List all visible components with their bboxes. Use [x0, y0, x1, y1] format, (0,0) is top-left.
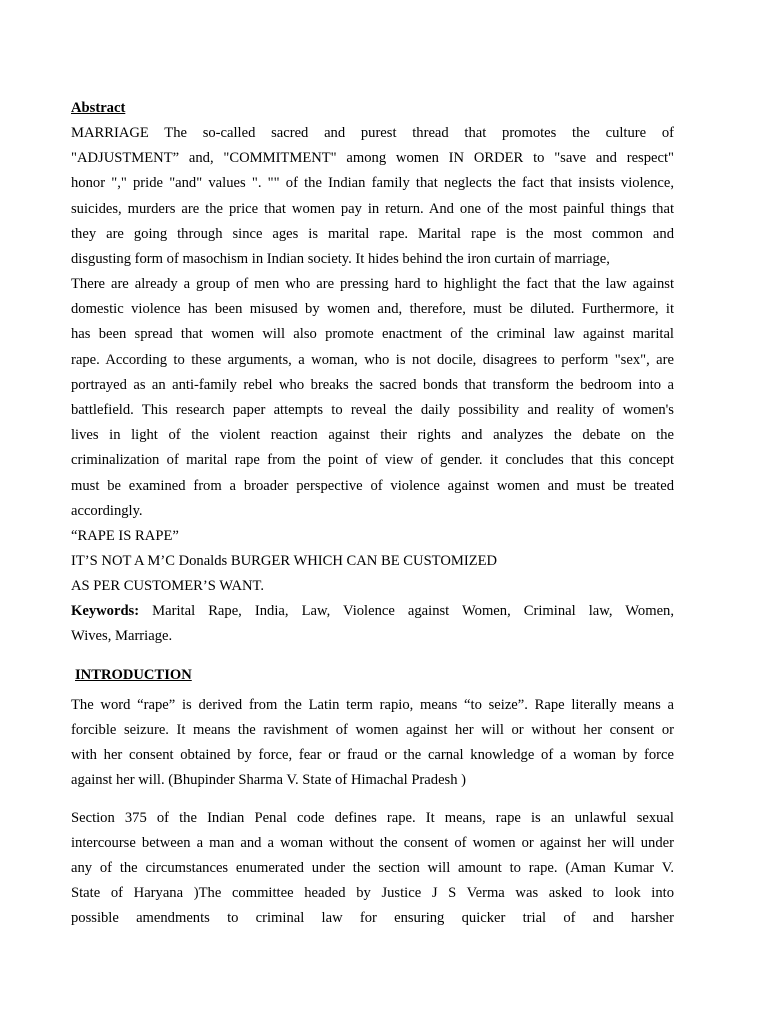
intro-paragraph-line: forcible seizure. It means the ravishment of women against her will or without her consent or — [71, 722, 674, 738]
intro-paragraph-line: against her will. (Bhupinder Sharma V. State of Himachal Pradesh ) — [71, 772, 467, 788]
intro-paragraph-line: Section 375 of the Indian Penal code defines rape. It means, rape is an unlawful sexual — [71, 810, 674, 826]
abstract-line: MARRIAGE The so-called sacred and purest thread that promotes the culture of — [71, 125, 674, 141]
abstract-heading: Abstract — [71, 100, 126, 116]
abstract-line: "ADJUSTMENT” and, "COMMITMENT" among women IN ORDER to "save and respect" — [71, 150, 674, 166]
introduction-heading: INTRODUCTION — [75, 667, 192, 683]
abstract-line: disgusting form of masochism in Indian society. It hides behind the iron curtain of marriage, — [71, 251, 610, 267]
abstract-line: they are going through since ages is marital rape. Marital rape is the most common and — [71, 226, 674, 242]
abstract-line: rape. According to these arguments, a woman, who is not docile, disagrees to perform "sex", are — [71, 352, 674, 368]
quote-line: AS PER CUSTOMER’S WANT. — [71, 578, 264, 594]
abstract-line: has been spread that women will also promote enactment of the criminal law against marital — [71, 326, 674, 342]
abstract-line: battlefield. This research paper attempts to reveal the daily possibility and reality of women's — [71, 402, 674, 418]
intro-paragraph-line: The word “rape” is derived from the Latin term rapio, means “to seize”. Rape literally means a — [71, 697, 674, 713]
abstract-line: suicides, murders are the price that women pay in return. And one of the most painful things that — [71, 201, 674, 217]
abstract-line: portrayed as an anti-family rebel who breaks the sacred bonds that transform the bedroom into a — [71, 377, 674, 393]
abstract-line: must be examined from a broader perspective of violence against women and must be treated — [71, 478, 674, 494]
abstract-line: honor "," pride "and" values ". "" of the Indian family that neglects the fact that insists violence, — [71, 175, 674, 191]
intro-paragraph-line: intercourse between a man and a woman without the consent of women or against her will under — [71, 835, 674, 851]
quote-line: IT’S NOT A M’C Donalds BURGER WHICH CAN BE CUSTOMIZED — [71, 553, 498, 569]
abstract-line: domestic violence has been misused by women and, therefore, must be diluted. Furthermore, it — [71, 301, 674, 317]
keywords-label: Keywords: — [71, 603, 140, 619]
abstract-line: criminalization of marital rape from the point of view of gender. it concludes that this concept — [71, 452, 674, 468]
quote-line: “RAPE IS RAPE” — [71, 528, 179, 544]
abstract-line: lives in light of the violent reaction against their rights and analyzes the debate on the — [71, 427, 674, 443]
intro-paragraph-line: with her consent obtained by force, fear or fraud or the carnal knowledge of a woman by force — [71, 747, 674, 763]
keywords-line — [71, 601, 674, 621]
abstract-line: accordingly. — [71, 503, 143, 519]
keywords-text: Marital Rape, India, Law, Violence against Women, Criminal law, Women, — [139, 603, 674, 619]
abstract-line: There are already a group of men who are pressing hard to highlight the fact that the law against — [71, 276, 674, 292]
keywords-line: Wives, Marriage. — [71, 628, 173, 644]
intro-paragraph-line: possible amendments to criminal law for ensuring quicker trial of and harsher — [71, 910, 674, 926]
intro-paragraph-line: State of Haryana )The committee headed by Justice J S Verma was asked to look into — [71, 885, 674, 901]
intro-paragraph-line: any of the circumstances enumerated under the section will amount to rape. (Aman Kumar V. — [71, 860, 674, 876]
